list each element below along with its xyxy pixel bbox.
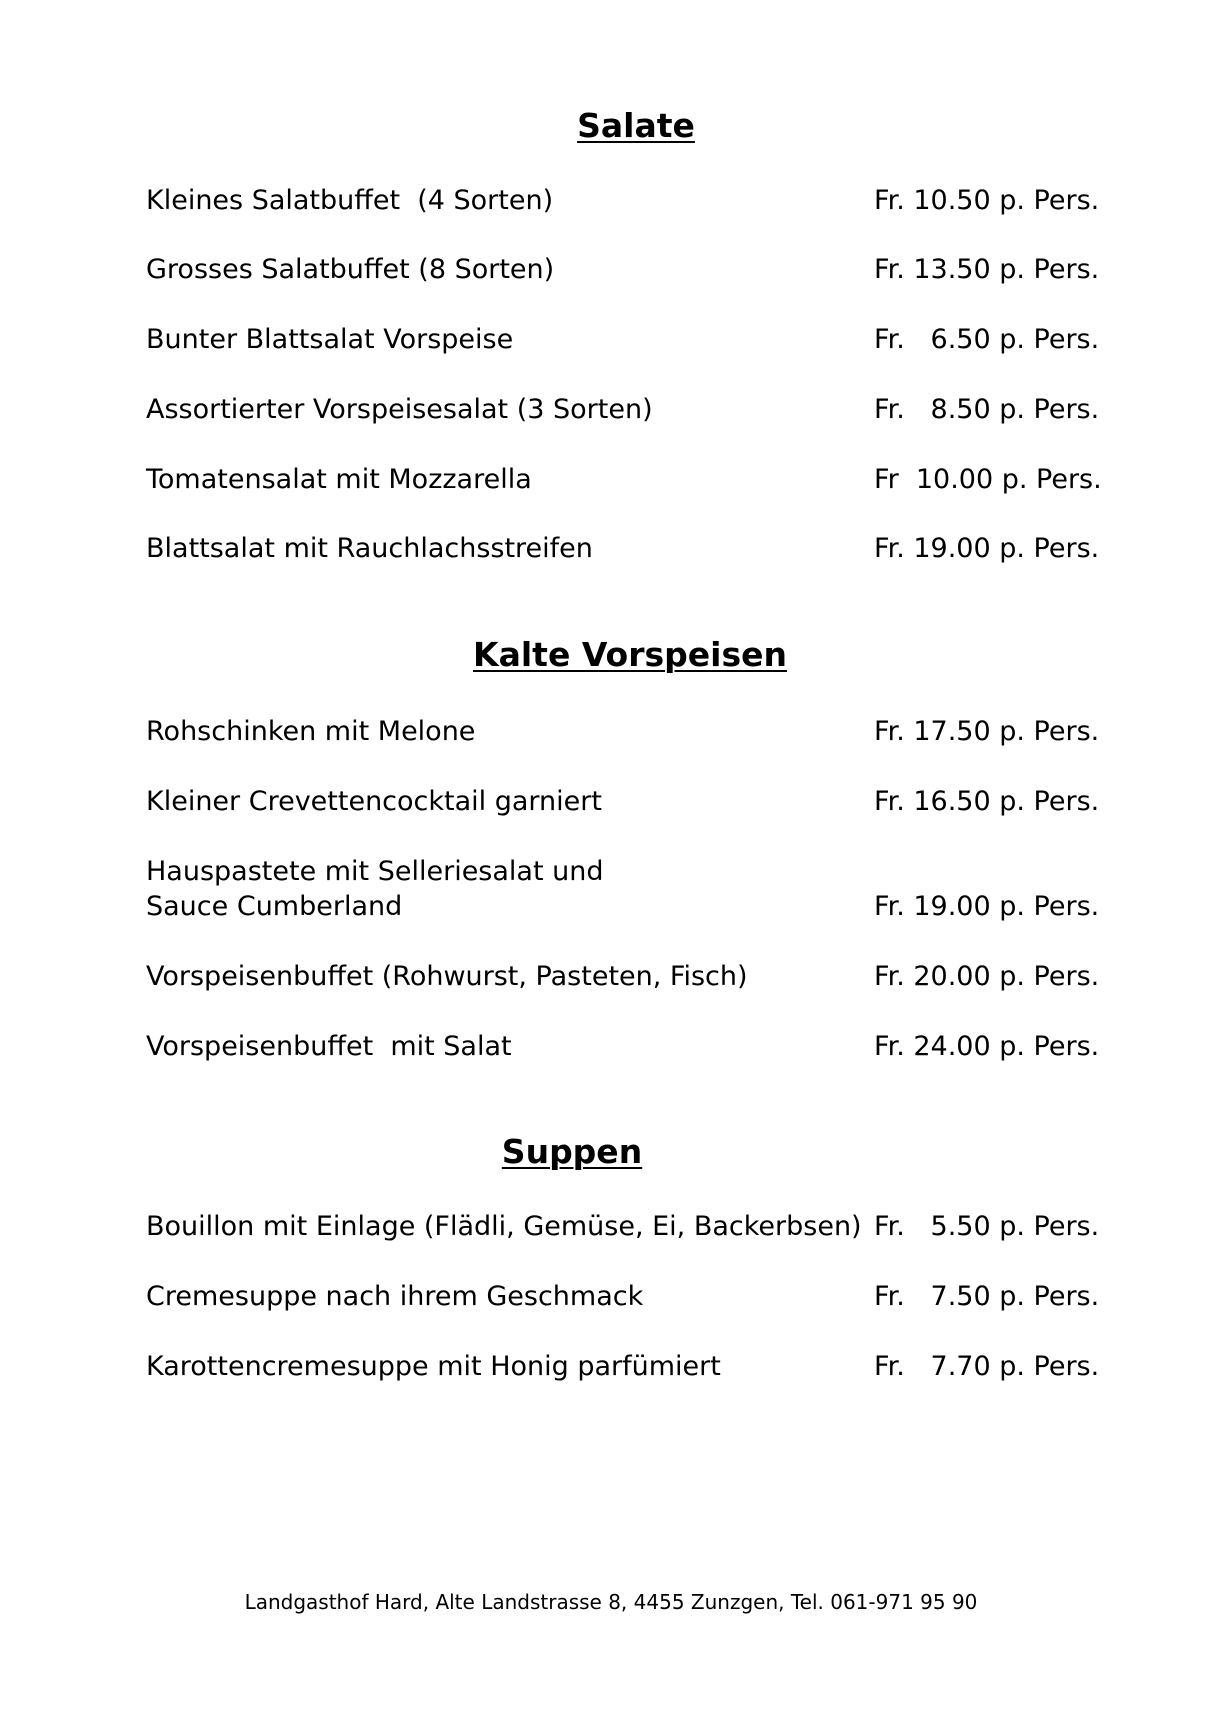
menu-item-name: Karottencremesuppe mit Honig parfümiert xyxy=(146,1351,721,1382)
menu-item-price: Fr. 17.50 p. Pers. xyxy=(874,716,1100,747)
menu-item-name: Rohschinken mit Melone xyxy=(146,716,476,747)
menu-item-price: Fr. 7.50 p. Pers. xyxy=(874,1281,1100,1312)
menu-item-name: Tomatensalat mit Mozzarella xyxy=(146,464,532,495)
menu-item-name: Assortierter Vorspeisesalat (3 Sorten) xyxy=(146,394,653,425)
section-heading-salate: Salate xyxy=(577,106,695,145)
menu-item-price: Fr. 8.50 p. Pers. xyxy=(874,394,1100,425)
section-heading-kalte-vorspeisen: Kalte Vorspeisen xyxy=(473,635,787,674)
menu-item-name: Grosses Salatbuffet (8 Sorten) xyxy=(146,254,555,285)
section-heading-suppen: Suppen xyxy=(501,1132,643,1171)
menu-item-price: Fr 10.00 p. Pers. xyxy=(874,464,1102,495)
menu-item-price: Fr. 5.50 p. Pers. xyxy=(874,1211,1100,1242)
menu-item-price: Fr. 10.50 p. Pers. xyxy=(874,185,1100,216)
menu-item-name: Bouillon mit Einlage (Flädli, Gemüse, Ei, Backerbsen) xyxy=(146,1211,862,1242)
menu-item-name: Kleiner Crevettencocktail garniert xyxy=(146,786,602,817)
menu-item-name: Kleines Salatbuffet (4 Sorten) xyxy=(146,185,554,216)
menu-item-price: Fr. 20.00 p. Pers. xyxy=(874,961,1100,992)
menu-item-price: Fr. 19.00 p. Pers. xyxy=(874,533,1100,564)
menu-item-name: Blattsalat mit Rauchlachsstreifen xyxy=(146,533,593,564)
menu-item-price: Fr. 7.70 p. Pers. xyxy=(874,1351,1100,1382)
footer-address: Landgasthof Hard, Alte Landstrasse 8, 4455 Zunzgen, Tel. 061-971 95 90 xyxy=(244,1590,978,1614)
menu-item-price: Fr. 24.00 p. Pers. xyxy=(874,1031,1100,1062)
menu-item-price: Fr. 19.00 p. Pers. xyxy=(874,891,1100,922)
menu-item-price: Fr. 13.50 p. Pers. xyxy=(874,254,1100,285)
menu-item-name: Cremesuppe nach ihrem Geschmack xyxy=(146,1281,644,1312)
menu-item-price: Fr. 6.50 p. Pers. xyxy=(874,324,1100,355)
menu-item-name: Bunter Blattsalat Vorspeise xyxy=(146,324,514,355)
menu-item-name: Vorspeisenbuffet (Rohwurst, Pasteten, Fisch) xyxy=(146,961,748,992)
menu-item-price: Fr. 16.50 p. Pers. xyxy=(874,786,1100,817)
menu-item-name: Vorspeisenbuffet mit Salat xyxy=(146,1031,512,1062)
menu-item-name: Hauspastete mit Selleriesalat und Sauce Cumberland xyxy=(146,856,604,922)
